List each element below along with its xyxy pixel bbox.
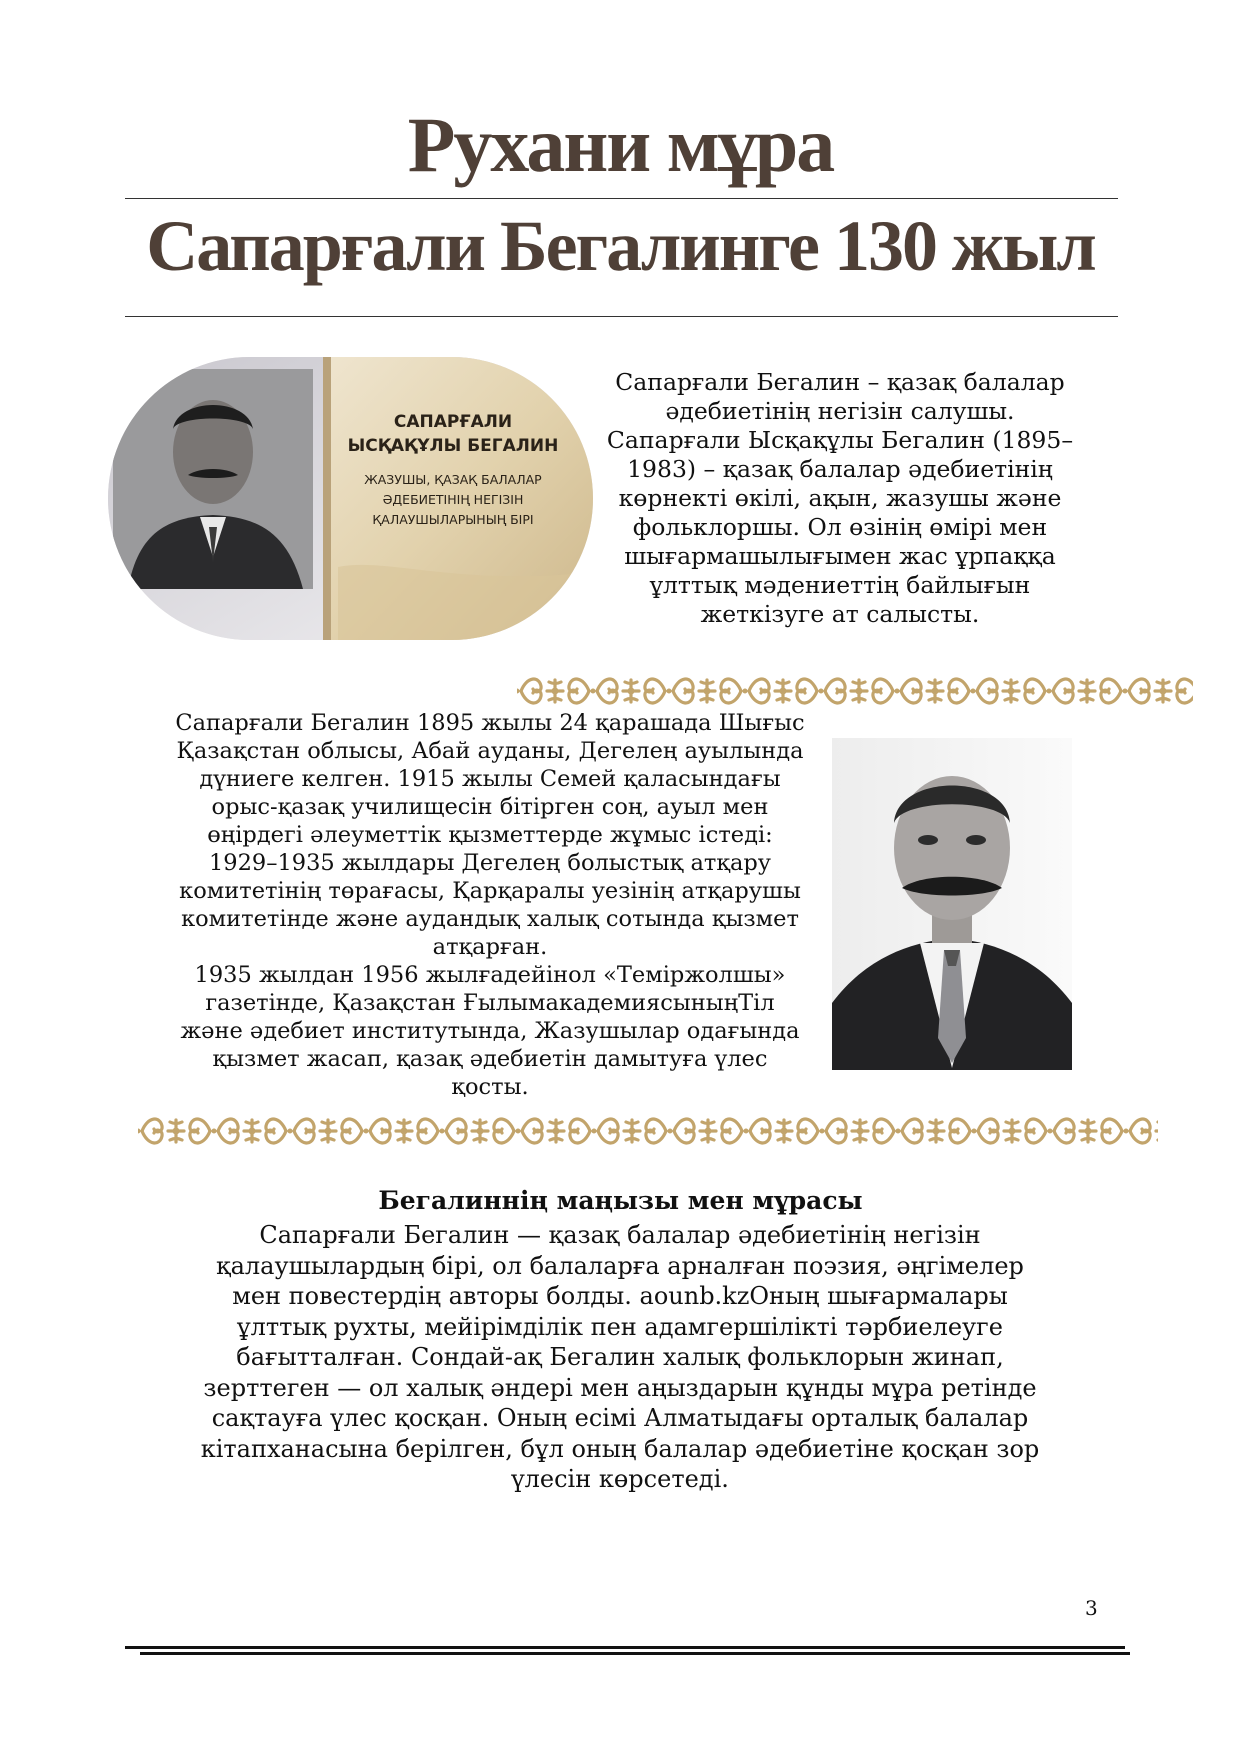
intro-text: Сапарғали Бегалин – қазақ балалар әдебиетінің негізін салушы. Сапарғали Ысқақұлы Бегалин (1895– 1983) – қазақ балалар әдебиетінің көрнекті өкілі, ақын, жазушы және фольклоршы. Ол өзінің өмірі мен шығармашылығымен жас ұрпаққа ұлттық мәдениеттің байлығын жеткізуге ат салысты. [606,368,1074,628]
footer-rule-bottom [140,1652,1130,1655]
book-cover-subtitle-line3: ҚАЛАУШЫЛАРЫНЫҢ БІРІ [372,512,534,527]
page-title: Рухани мұра [407,101,834,188]
intro-image [108,357,593,640]
title-divider [125,198,1118,199]
portrait-photo [832,738,1072,1070]
book-cover-title-line2: ЫСҚАҚҰЛЫ БЕГАЛИН [347,436,559,456]
footer-rule-top [125,1646,1125,1649]
page-subtitle: Сапарғали Бегалинге 130 жыл [146,206,1095,286]
ornament-border-bottom [138,1110,1158,1152]
page-number: 3 [1085,1596,1098,1620]
ornament-border-top [517,670,1193,712]
biography-text: Сапарғали Бегалин 1895 жылы 24 қарашада Шығыс Қазақстан облысы, Абай ауданы, Дегелең ауылында дүниеге келген. 1915 жылы Семей қаласындағы орыс-қазақ училищесін бітірген соң, ауыл мен өңірдегі әлеуметтік қызметтерде жұмыс істеді: 1929–1935 жылдары Дегелең болыстық атқару комитетінің төрағасы, Қарқаралы уезінің атқарушы комитетінде және аудандық халық сотында қызмет атқарған. 1935 жылдан 1956 жылғадейінол «Теміржолшы» газетінде, Қазақстан ҒылымакадемиясыныңТіл және әдебиет институтында, Жазушылар одағында қызмет жасап, қазақ әдебиетін дамытуға үлес қосты. [175,710,805,1100]
book-cover-title-line1: САПАРҒАЛИ [393,412,513,432]
subtitle-divider [125,316,1118,317]
book-cover-subtitle-line2: ӘДЕБИЕТІНІҢ НЕГІЗІН [382,492,524,507]
section-heading: Бегалиннің маңызы мен мұрасы [378,1186,863,1215]
portrait-with-book-cover [108,357,593,640]
legacy-text: Сапарғали Бегалин — қазақ балалар әдебиетінің негізін қалаушылардың бірі, ол балаларға арналған поэзия, әңгімелер мен повестердің авторы болды. aounb.kzОның шығармалары ұлттық рухты, мейірімділік пен адамгершілікті тәрбиелеуге бағытталған. Сондай-ақ Бегалин халық фольклорын жинап, зерттеген — ол халық әндері мен аңыздарын құнды мұра ретінде сақтауға үлес қосқан. Оның есімі Алматыдағы орталық балалар кітапханасына берілген, бұл оның балалар әдебиетіне қосқан зор үлесін көрсетеді. [200,1221,1040,1493]
book-cover-subtitle-line1: ЖАЗУШЫ, ҚАЗАҚ БАЛАЛАР [364,472,542,487]
